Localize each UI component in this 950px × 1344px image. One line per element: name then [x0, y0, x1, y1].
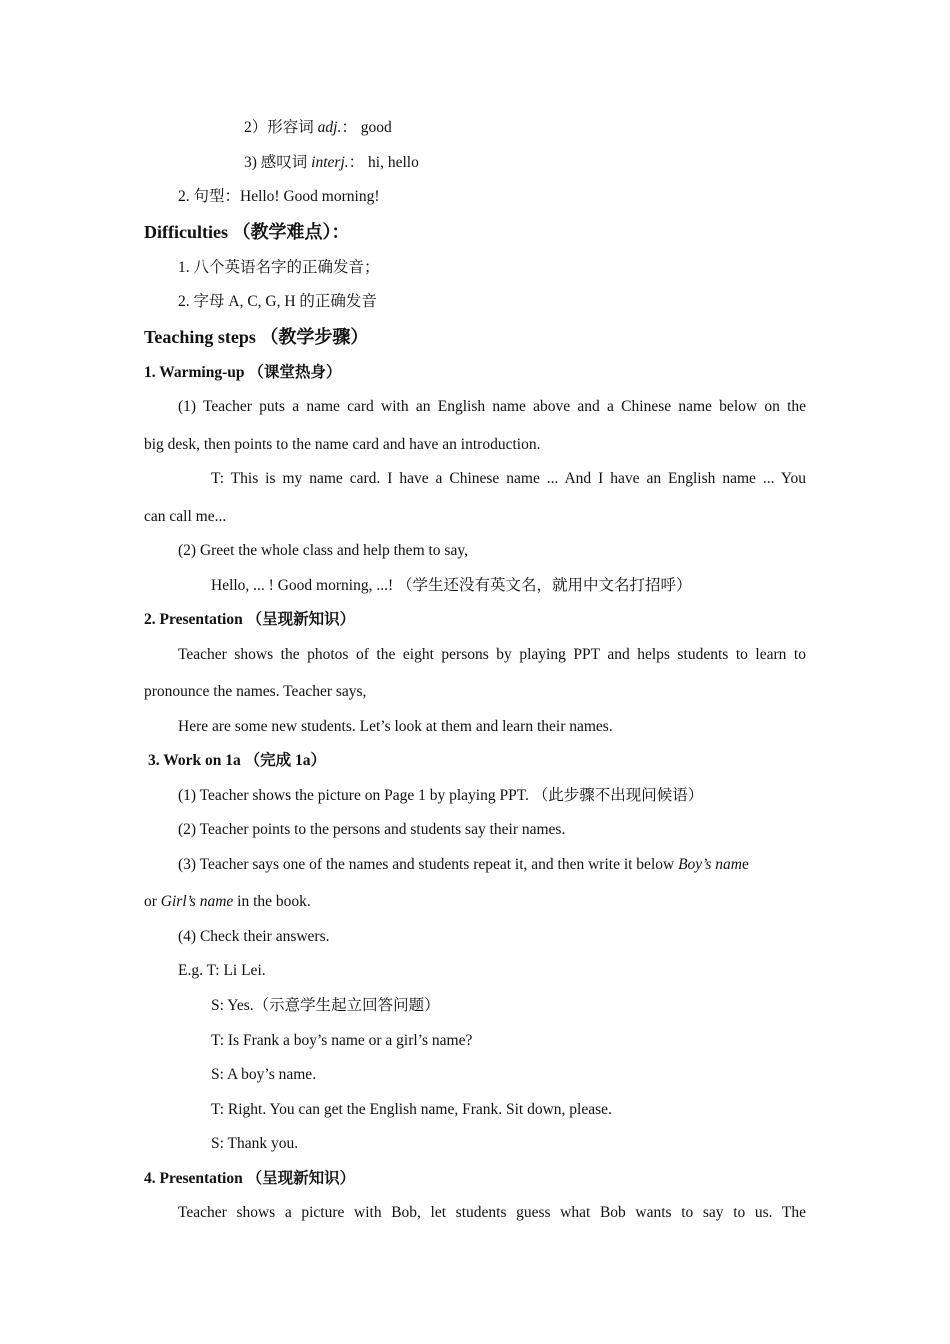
vocab-interj-examples: ： hi, hello: [348, 154, 419, 171]
presentation1-heading: 2. Presentation （呈现新知识）: [144, 611, 356, 628]
vocab-adj-abbr: adj.: [317, 119, 342, 136]
example-line: E.g. T: Li Lei.: [178, 962, 266, 979]
work1a-step-2: (2) Teacher points to the persons and students say their names.: [178, 821, 566, 838]
vocab-interj-abbr: interj.: [311, 154, 349, 171]
vocab-interj: [244, 153, 419, 173]
presentation2-para-a: Teacher shows a picture with Bob, let students guess what Bob wants to say to us. The: [178, 1204, 806, 1221]
difficulties-heading: Difficulties （教学难点）：: [144, 222, 350, 242]
presentation2-heading: 4. Presentation （呈现新知识）: [144, 1170, 356, 1187]
dialogue-line-5: S: Thank you.: [211, 1135, 299, 1152]
work1a-step-3a-text: (3) Teacher says one of the names and students repeat it, and then write it below: [178, 856, 679, 873]
work1a-step-3b-pre: or: [144, 893, 161, 910]
warmup-heading: 1. Warming-up （课堂热身）: [144, 364, 342, 381]
dialogue-line-2: T: Is Frank a boy’s name or a girl’s name?: [211, 1032, 473, 1049]
vocab-interj-label: 3) 感叹词: [244, 154, 312, 171]
dialogue-line-1: S: Yes.（示意学生起立回答问题）: [211, 997, 440, 1014]
vocab-adj: [244, 118, 392, 138]
boys-name-term: Boy’s nam: [678, 856, 742, 873]
presentation1-para-a: Teacher shows the photos of the eight persons by playing PPT and helps students to learn to: [178, 646, 806, 663]
girls-name-term: Girl’s name: [160, 893, 234, 910]
warmup-teacher-line-b: can call me...: [144, 508, 227, 525]
warmup-greeting: Hello, ... ! Good morning, ...! （学生还没有英文名，就用中文名打招呼）: [211, 577, 692, 594]
work1a-step-3a: [178, 855, 749, 875]
work1a-step-1: (1) Teacher shows the picture on Page 1 by playing PPT. （此步骤不出现问候语）: [178, 787, 704, 804]
sentence-pattern: 2. 句型：Hello! Good morning!: [178, 188, 380, 205]
vocab-adj-label: 2）形容词: [244, 119, 318, 136]
vocab-adj-examples: ： good: [341, 119, 392, 136]
warmup-para-1a: (1) Teacher puts a name card with an English name above and a Chinese name below on the: [178, 398, 806, 415]
work1a-step-3b-post: in the book.: [233, 893, 311, 910]
boys-name-term-end: e: [741, 856, 749, 873]
dialogue-line-3: S: A boy’s name.: [211, 1066, 317, 1083]
difficulty-item-2: 2. 字母 A, C, G, H 的正确发音: [178, 293, 377, 310]
work1a-step-4: (4) Check their answers.: [178, 928, 330, 945]
presentation1-para-c: Here are some new students. Let’s look at them and learn their names.: [178, 718, 613, 735]
presentation1-para-b: pronounce the names. Teacher says,: [144, 683, 367, 700]
dialogue-line-4: T: Right. You can get the English name, Frank. Sit down, please.: [211, 1101, 612, 1118]
warmup-teacher-line-a: T: This is my name card. I have a Chinese name ... And I have an English name ... You: [211, 470, 806, 487]
warmup-para-2: (2) Greet the whole class and help them to say,: [178, 542, 468, 559]
teaching-steps-heading: Teaching steps （教学步骤）: [144, 327, 369, 347]
work1a-step-3b: [144, 892, 311, 912]
work1a-heading: 3. Work on 1a （完成 1a）: [148, 752, 326, 769]
warmup-para-1b: big desk, then points to the name card and have an introduction.: [144, 436, 541, 453]
difficulty-item-1: 1. 八个英语名字的正确发音；: [178, 259, 380, 276]
